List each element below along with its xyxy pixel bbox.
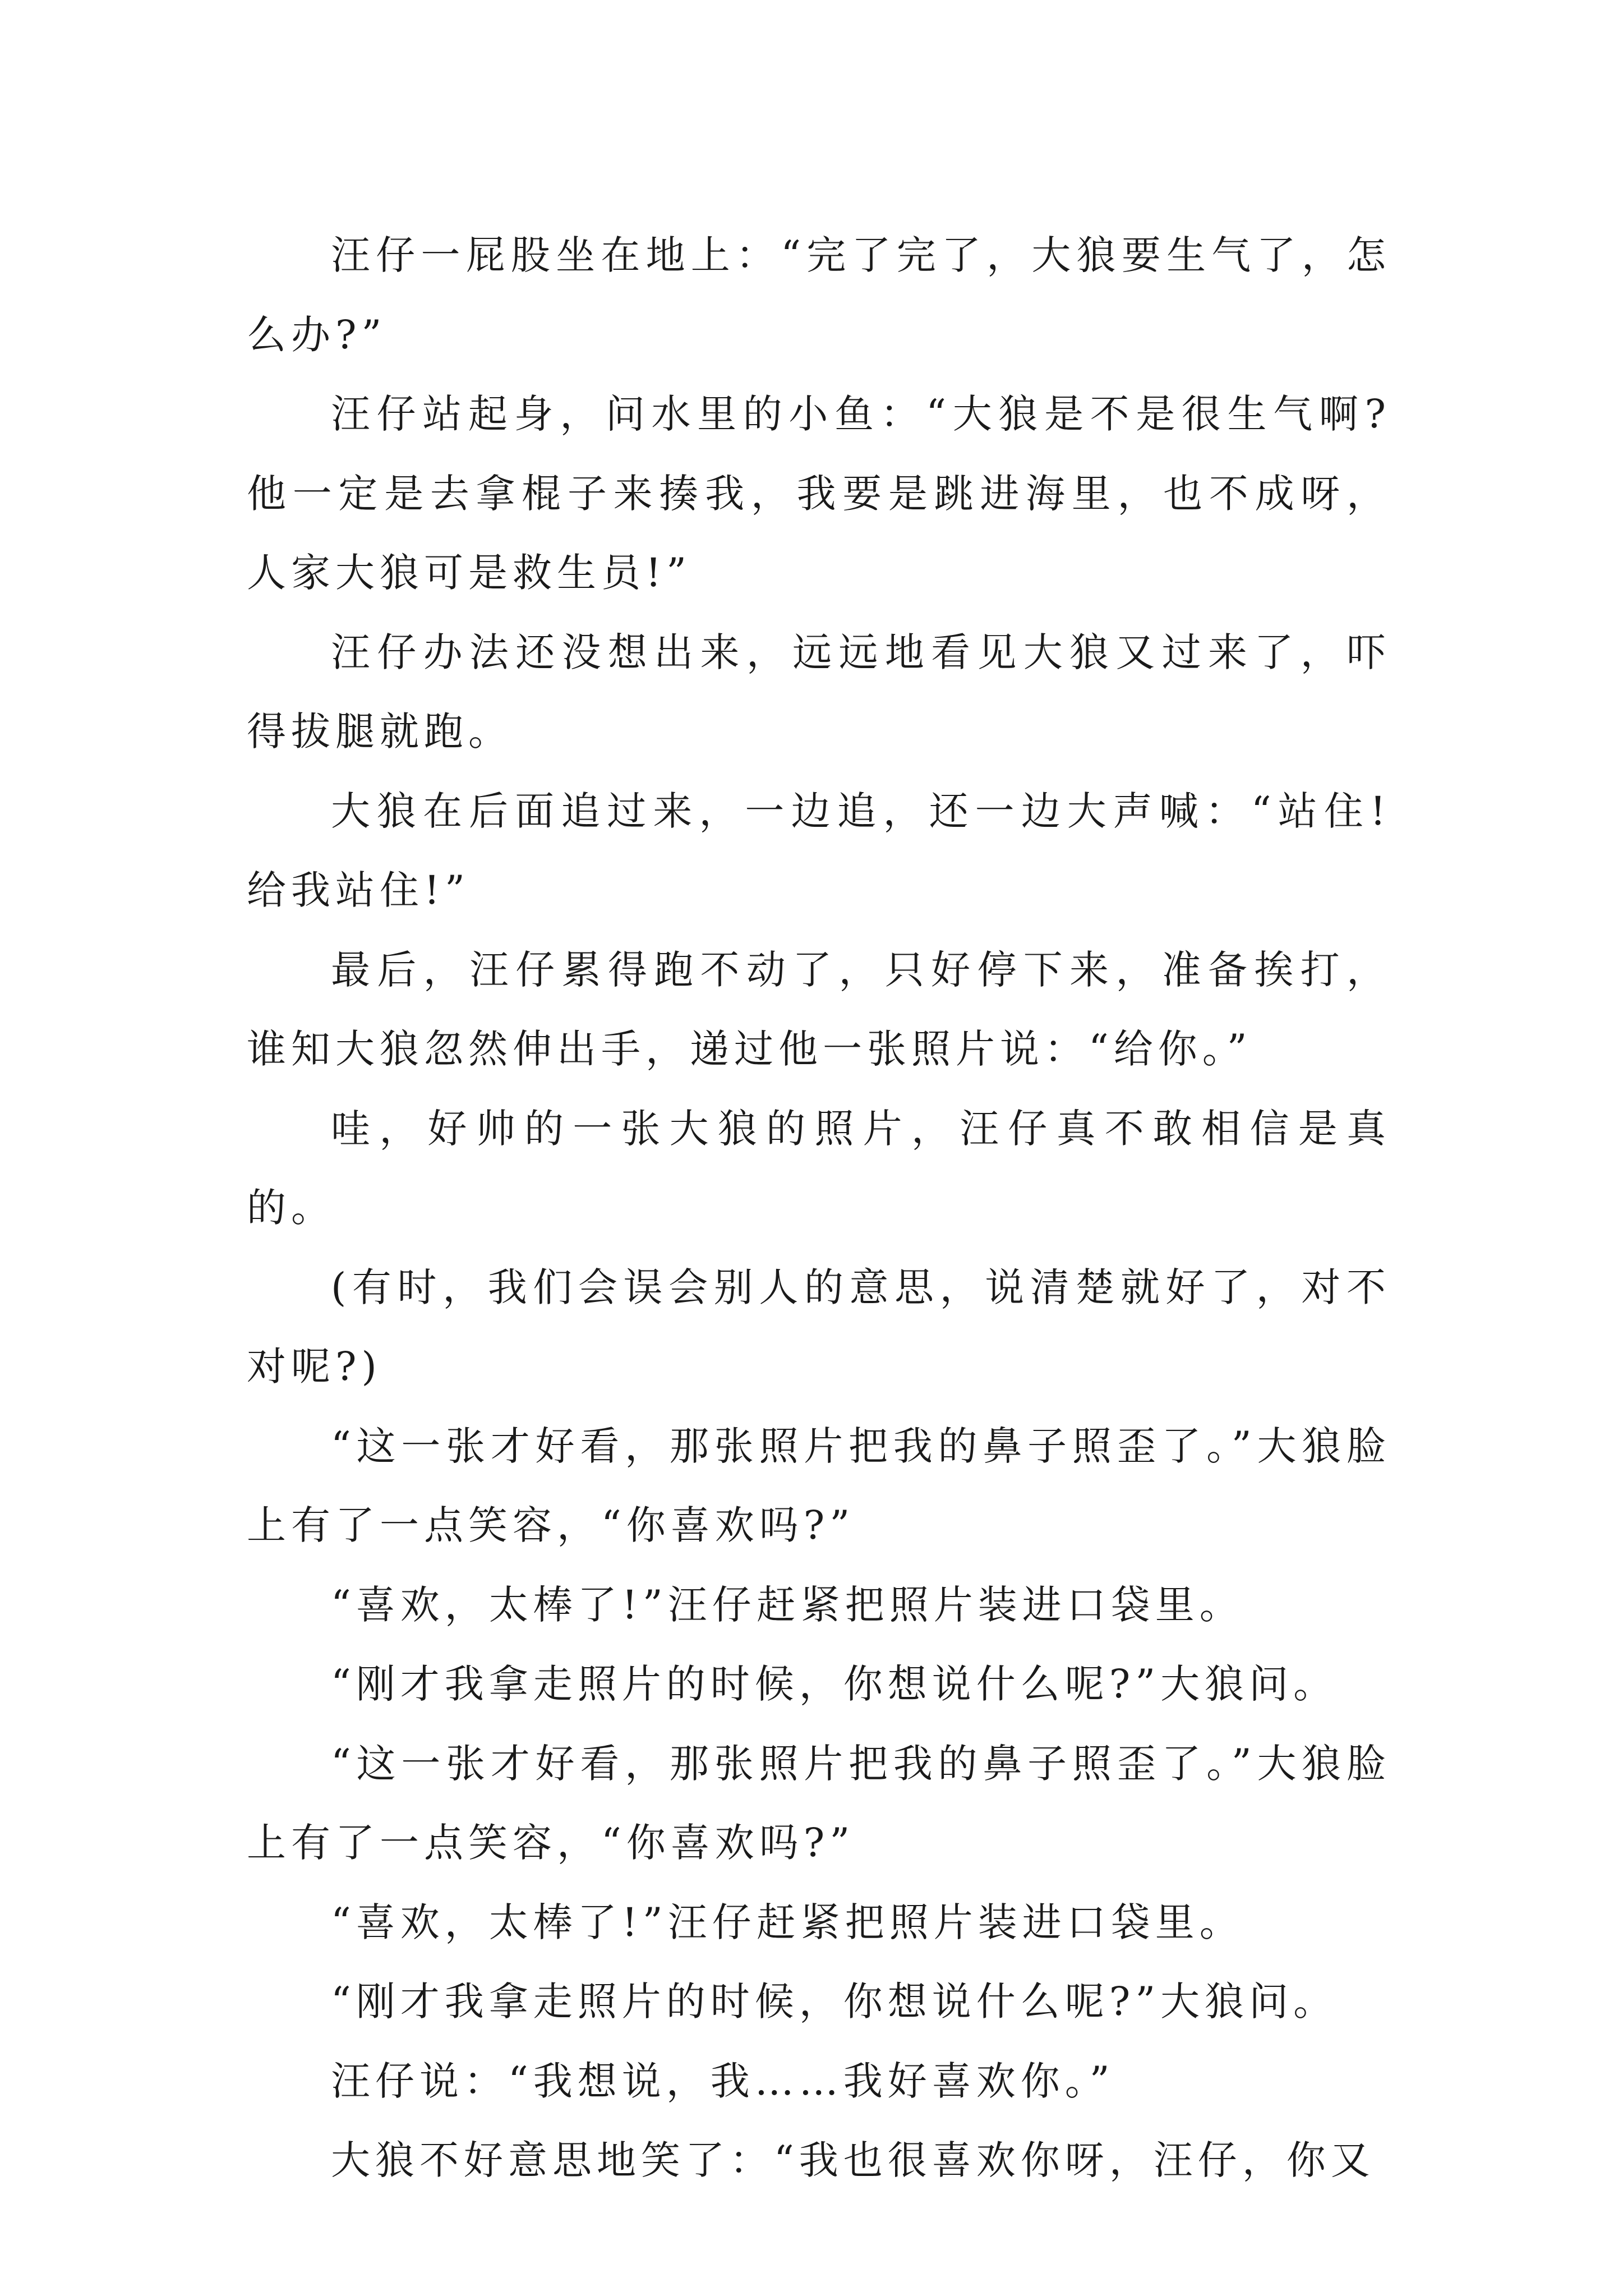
paragraph: “喜欢，太棒了!”汪仔赶紧把照片装进口袋里。: [331, 1899, 1244, 1945]
document-page: [247, 216, 1391, 2201]
paragraph: “这一张才好看，那张照片把我的鼻子照歪了。”大狼脸上有了一点笑容，“你喜欢吗?”: [247, 1740, 1391, 1866]
paragraph: “刚才我拿走照片的时候，你想说什么呢?”大狼问。: [331, 1661, 1338, 1707]
paragraph: 汪仔说：“我想说，我……我好喜欢你。”: [331, 2058, 1115, 2104]
paragraph: 哇，好帅的一张大狼的照片，汪仔真不敢相信是真的。: [247, 1105, 1391, 1231]
paragraph: “喜欢，太棒了!”汪仔赶紧把照片装进口袋里。: [331, 1581, 1244, 1628]
paragraph: 汪仔站起身，问水里的小鱼：“大狼是不是很生气啊?他一定是去拿棍子来揍我，我要是跳进海里，也不成呀，人家大狼可是救生员!”: [247, 391, 1391, 596]
paragraph: (有时，我们会误会别人的意思，说清楚就好了，对不对呢?): [247, 1264, 1391, 1389]
paragraph: 汪仔一屁股坐在地上：“完了完了，大狼要生气了，怎么办?”: [247, 232, 1391, 358]
paragraph: “这一张才好看，那张照片把我的鼻子照歪了。”大狼脸上有了一点笑容，“你喜欢吗?”: [247, 1423, 1391, 1548]
paragraph: 大狼在后面追过来，一边追，还一边大声喊：“站住!给我站住!”: [247, 788, 1391, 913]
paragraph: 大狼不好意思地笑了：“我也很喜欢你呀，汪仔，你又: [331, 2137, 1375, 2183]
paragraph: 汪仔办法还没想出来，远远地看见大狼又过来了，吓得拔腿就跑。: [247, 629, 1391, 754]
paragraph: “刚才我拿走照片的时候，你想说什么呢?”大狼问。: [331, 1978, 1338, 2024]
paragraph: 最后，汪仔累得跑不动了，只好停下来，准备挨打，谁知大狼忽然伸出手，递过他一张照片说：“给你。”: [247, 946, 1391, 1072]
